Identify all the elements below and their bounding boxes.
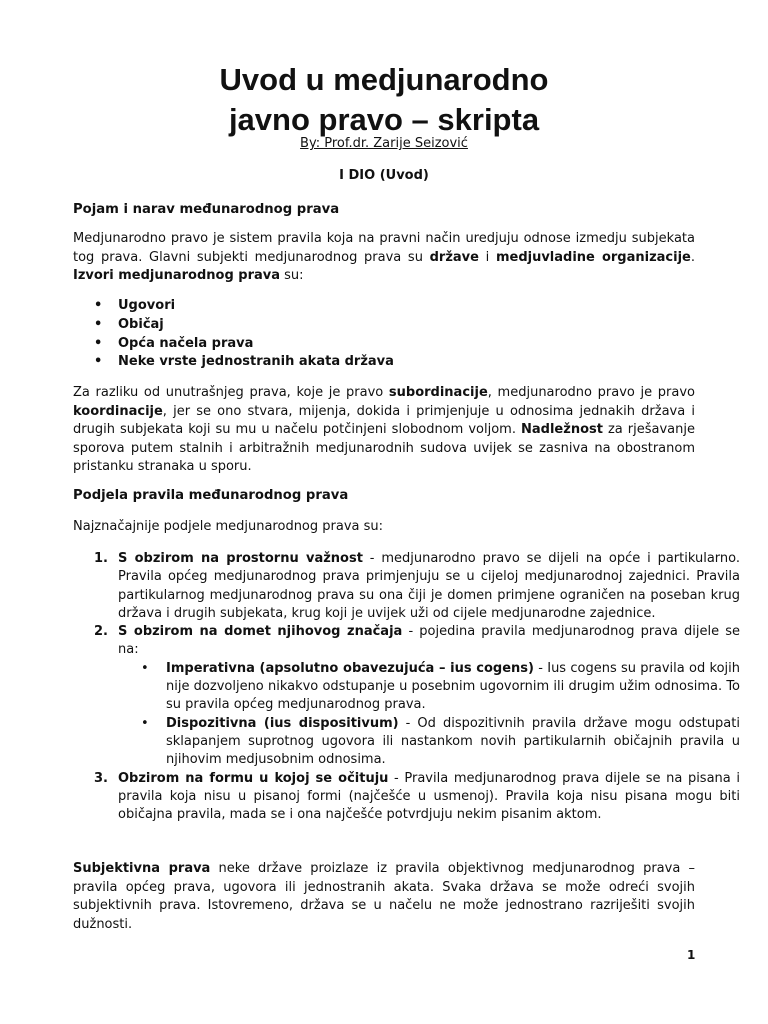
author-byline: By: Prof.dr. Zarije Seizović [300,136,468,151]
source-item: • Običaj [118,316,394,335]
title-line-1: Uvod u medjunarodno [219,62,549,97]
p1-text-e: su: [280,268,304,284]
p2-bold-subordination: subordinacije [388,385,488,400]
paragraph-definition [73,230,695,286]
p2-text-e: za rješavanje sporova putem stalnih i arbitražnih medjunarodnih sudova uvijek se zasniva na obostranom pristanku stranaka u sporu. [73,422,695,475]
heading-concept: Pojam i narav međunarodnog prava [73,202,340,217]
source-item: • Neke vrste jednostranih akata država [118,353,394,372]
p2-text-a: Za razliku od unutrašnjeg prava, koje je pravo [73,385,389,400]
division-title: Obzirom na formu u kojoj se očituju [118,770,389,786]
subdivisions-list [118,660,740,770]
division-number: 2. [94,624,108,640]
division-item [94,623,740,769]
p2-bold-jurisdiction: Nadležnost [521,422,603,438]
sources-list [73,297,394,372]
document-title [73,60,695,140]
p1-text-c: i [478,249,496,265]
p1-text-a: Medjunarodno pravo je sistem pravila koja na pravni način uredjuju odnose izmedju subjekata tog prava. Glavni subjekti medjunarodnog prava su [73,231,695,265]
heading-division: Podjela pravila međunarodnog prava [73,488,349,503]
subdivision-title: Dispozitivna (ius dispositivum) [166,715,399,731]
p1-bold-orgs: medjuvladine organizacije [495,249,691,265]
p4-bold: Subjektivna prava [73,861,211,876]
p1-bold-sources: Izvori medjunarodnog prava [73,268,281,284]
subdivision-item [166,715,740,770]
p4-text: neke države proizlaze iz pravila objektivnog medjunarodnog prava – pravila općeg prava, ugovora ili jednostranih akata. Svaka država se može odreći svojih subjektivnih prava. Istovremeno, država se u načelu ne može jednostrano razriješiti svojih dužnosti. [73,861,695,932]
source-item: • Ugovori [118,297,394,316]
division-text: - Pravila medjunarodnog prava dijele se na pisana i pravila koja nisu u pisanoj formi (najčešće u usmenoj). Pravila koja nisu pisana mogu biti običajna pravila, mada se i ona najčešće potvrdjuju nekim pisanim aktom. [118,770,741,823]
division-text: - medjunarodno pravo se dijeli na opće i partikularno. Pravila općeg medjunarodnog prava primjenjuju se u cijeloj medjunarodnoj zajednici. Pravila partikularnog medjunarodnog prava su ona čiji je domen primjene ograničen na poseban krug država i drugih subjekata, krug koji je uvijek uži od cijele medjunarodne zajednice. [118,551,741,621]
title-line-2: javno pravo – skripta [228,102,540,137]
page-number: 1 [687,948,696,962]
p2-bold-coordination: koordinacije [73,403,163,419]
subdivision-title: Imperativna (apsolutno obavezujuća – ius cogens) [166,660,534,676]
subdivision-item [166,660,740,715]
p2-text-d: , jer se ono stvara, mijenja, dokida i primjenjuje u odnosima jednakih država i drugih subjekata koji su mu u načelu potčinjeni slobodnom voljom. [73,403,695,438]
paragraph-coordination [73,384,695,477]
p1-text-d: . [690,249,695,265]
division-text: - pojedina pravila medjunarodnog prava dijele se na: [118,624,740,658]
division-title: S obzirom na prostornu važnost [118,551,363,566]
division-title: S obzirom na domet njihovog značaja [118,624,403,640]
subdivision-text: - Ius cogens su pravila od kojih nije dozvoljeno nikakvo odstupanje u posebnim ugovornim ili drugim užim odnosima. To su pravila općeg medjunarodnog prava. [166,660,740,713]
divisions-list [73,550,740,824]
source-item: • Opća načela prava [118,335,394,354]
paragraph-subjective-rights [73,860,695,934]
division-number: 3. [94,770,108,786]
division-item [94,550,741,623]
division-item [94,770,741,825]
section-heading: I DIO (Uvod) [339,168,429,183]
paragraph-divisions-intro: Najznačajnije podjele medjunarodnog prava su: [73,519,384,534]
p2-text-c: , medjunarodno pravo je pravo [487,385,695,400]
p1-bold-states: države [429,249,479,265]
division-number: 1. [94,551,108,566]
subdivision-text: - Od dispozitivnih pravila države mogu odstupati sklapanjem suprotnog ugovora ili nastankom novih partikularnih običajnih pravila u njihovim medjusobnim odnosima. [166,715,740,768]
